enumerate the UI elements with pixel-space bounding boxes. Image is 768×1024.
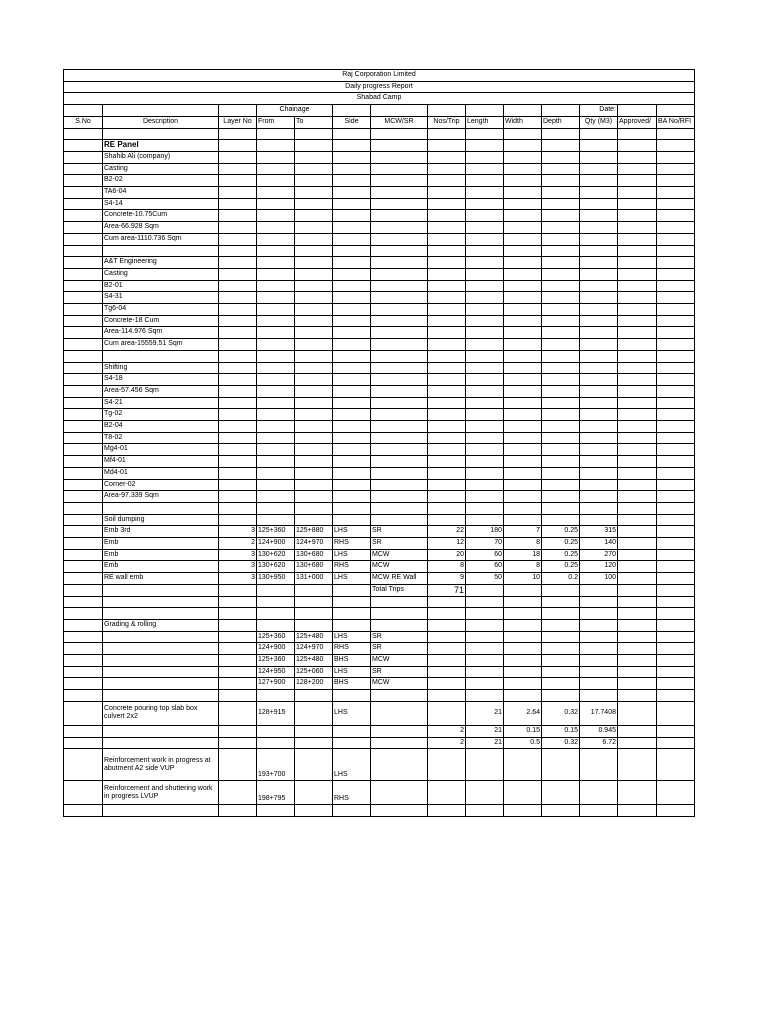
list-item: [64, 339, 695, 351]
table-row: RE wall emb 3 130+950 131+000 LHS MCW RE Wall 9 50 10 0.2 100: [64, 573, 695, 585]
item-label: S4-31: [103, 292, 219, 304]
list-item: [64, 198, 695, 210]
list-item: [64, 432, 695, 444]
item-label: Mg4-01: [103, 444, 219, 456]
list-item: [64, 385, 695, 397]
header-description: Description: [103, 116, 219, 128]
list-item: [64, 280, 695, 292]
total-trips-row: [64, 584, 695, 596]
list-item: [64, 268, 695, 280]
table-row: Emb 3 130+620 130+680 LHS MCW 20 60 18 0.25 270: [64, 549, 695, 561]
list-item: [64, 327, 695, 339]
header-length: Length: [466, 116, 504, 128]
item-label: Corner-02: [103, 479, 219, 491]
item-label: S4-21: [103, 397, 219, 409]
table-row: Emb 2 124+900 124+970 RHS SR 12 70 8 0.25 140: [64, 538, 695, 550]
concrete-row-2: 2 21 0.15 0.15 0.945: [64, 725, 695, 737]
grading-heading: Grading & rolling: [103, 619, 219, 631]
item-label: Mf4-01: [103, 456, 219, 468]
company-2-name: A&T Engineering: [103, 257, 219, 269]
soil-dumping-heading: Soil dumping: [103, 514, 219, 526]
table-row: 124+950 125+060 LHS SR: [64, 666, 695, 678]
list-item: [64, 409, 695, 421]
header-qty: Qty (M3): [580, 116, 618, 128]
list-item: [64, 210, 695, 222]
item-label: Area-57.456 Sqm: [103, 385, 219, 397]
list-item: [64, 233, 695, 245]
reinforcement-1-description: Reinforcement work in progress at abutment A2 side VUP: [103, 749, 219, 781]
list-item: [64, 421, 695, 433]
concrete-from: 128+915: [257, 701, 295, 725]
progress-report-sheet: [63, 69, 695, 817]
concrete-description: Concrete pouring top slab box culvert 2x2: [103, 701, 219, 725]
item-label: T8-02: [103, 432, 219, 444]
list-item: [64, 479, 695, 491]
item-label: Concrete-18 Cum: [103, 315, 219, 327]
header-ba-no: BA No/RFI: [657, 116, 695, 128]
item-label: B2-04: [103, 421, 219, 433]
concrete-row: Concrete pouring top slab box culvert 2x2 128+915 LHS 21 2.64 0.32 17.7408: [64, 701, 695, 725]
table-row: Emb 3rd 3 125+360 125+880 LHS SR 22 180 7 0.25 315: [64, 526, 695, 538]
reinforcement-row-2: [64, 781, 695, 805]
re-panel-heading: RE Panel: [103, 140, 219, 152]
item-label: Cum area-15559.51 Sqm: [103, 339, 219, 351]
table-row: 125+360 125+480 LHS SR: [64, 631, 695, 643]
header-to: To: [295, 116, 333, 128]
item-label: B2-01: [103, 280, 219, 292]
item-label: Concrete-10.75Cum: [103, 210, 219, 222]
column-header-row: [64, 116, 695, 128]
date-label: Date:: [580, 105, 618, 117]
item-label: S4-14: [103, 198, 219, 210]
reinforcement-1-side: LHS: [333, 749, 371, 781]
progress-report-table: [63, 69, 695, 817]
reinforcement-1-from: 193+700: [257, 749, 295, 781]
item-label: Md4-01: [103, 467, 219, 479]
item-label: S4-18: [103, 374, 219, 386]
list-item: [64, 491, 695, 503]
header-sno: S.No: [64, 116, 103, 128]
item-label: Area-114.976 Sqm: [103, 327, 219, 339]
table-row: 125+360 125+480 BHS MCW: [64, 655, 695, 667]
table-row: 124+900 124+970 RHS SR: [64, 643, 695, 655]
item-label: Tg-02: [103, 409, 219, 421]
list-item: [64, 456, 695, 468]
item-label: Casting: [103, 163, 219, 175]
table-row: Emb 3 130+620 130+680 RHS MCW 8 60 8 0.25 120: [64, 561, 695, 573]
item-label: Area-97.339 Sqm: [103, 491, 219, 503]
list-item: [64, 304, 695, 316]
header-approved: Approved/: [618, 116, 657, 128]
header-depth: Depth: [542, 116, 580, 128]
list-item: [64, 467, 695, 479]
company-name: Raj Corporation Limited: [64, 70, 695, 82]
company-1-name: Shahib Ali (company): [103, 151, 219, 163]
reinforcement-2-from: 198+795: [257, 781, 295, 805]
list-item: [64, 292, 695, 304]
reinforcement-2-side: RHS: [333, 781, 371, 805]
total-trips-label: Total Trips: [371, 584, 428, 596]
list-item: [64, 315, 695, 327]
total-trips-value: 71: [428, 584, 466, 596]
item-label: Cum area-1110.736 Sqm: [103, 233, 219, 245]
item-label: Casting: [103, 268, 219, 280]
header-mcw-sr: MCW/SR: [371, 116, 428, 128]
header-layer-no: Layer No: [219, 116, 257, 128]
list-item: [64, 187, 695, 199]
reinforcement-2-description: Reinforcement and shuttering work in progress LVUP: [103, 781, 219, 805]
list-item: [64, 397, 695, 409]
header-from: From: [257, 116, 295, 128]
item-label: TA6-04: [103, 187, 219, 199]
item-label: Tg6-04: [103, 304, 219, 316]
header-nos-trip: Nos/Trip: [428, 116, 466, 128]
item-label: Area-66.928 Sqm: [103, 222, 219, 234]
concrete-side: LHS: [333, 701, 371, 725]
list-item: [64, 222, 695, 234]
camp-name: Shabad Camp: [64, 93, 695, 105]
reinforcement-row-1: [64, 749, 695, 781]
header-width: Width: [504, 116, 542, 128]
report-title: Daily progress Report: [64, 81, 695, 93]
list-item: [64, 175, 695, 187]
list-item: [64, 163, 695, 175]
list-item: [64, 444, 695, 456]
header-side: Side: [333, 116, 371, 128]
item-label: B2-02: [103, 175, 219, 187]
list-item: [64, 362, 695, 374]
item-label: Shifting: [103, 362, 219, 374]
concrete-row-3: 2 21 0.5 0.32 6.72: [64, 737, 695, 749]
table-row: 127+900 128+200 BHS MCW: [64, 678, 695, 690]
chainage-header: Chainage: [257, 105, 333, 117]
list-item: [64, 374, 695, 386]
